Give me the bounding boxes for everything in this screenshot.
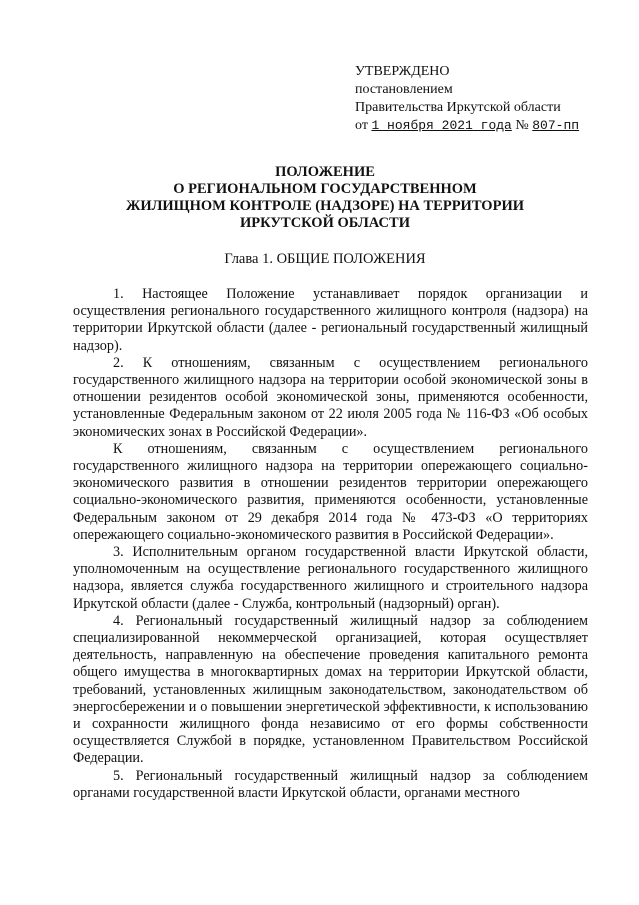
- approval-date-line: [355, 117, 625, 135]
- title-line-1: ПОЛОЖЕНИЕ: [275, 164, 375, 180]
- document-title: [90, 164, 560, 232]
- document-body: [73, 286, 588, 802]
- paragraph-4: 3. Исполнительным органом государственной власти Иркутской области, уполномоченным на осуществление регионального государственного жилищного надзора, является служба государственного жилищного и строительного надзора Иркутской области (далее - Служба, контрольный (надзорный) орган).: [73, 544, 588, 612]
- approval-line-2: постановлением: [355, 82, 453, 97]
- paragraph-3: К отношениям, связанным с осуществлением регионального государственного жилищного надзора на территории опережающего социально-экономического развития в отношении резидентов территории опережающего социально-экономического развития, применяются особенности, установленные Федеральным законом от 29 декабря 2014 года № 473-ФЗ «О территориях опережающего социально-экономического развития в Российской Федерации».: [73, 440, 588, 543]
- paragraph-5: 4. Региональный государственный жилищный надзор за соблюдением специализированной некоммерческой организацией, которая осуществляет деятельность, направленную на обеспечение проведения капитального ремонта общего имущества в многоквартирных домах на территории Иркутской области, требований, установленных жилищным законодательством, законодательством об энергосбережении и о повышении энергетической эффективности, к использованию и сохранности жилищного фонда независимо от его формы собственности осуществляется Службой в порядке, установленном Правительством Российской Федерации.: [73, 612, 588, 767]
- approval-date-prefix: от: [355, 118, 368, 133]
- approval-date-value: 1 ноября 2021 года: [371, 118, 512, 133]
- paragraph-1: 1. Настоящее Положение устанавливает порядок организации и осуществления регионального государственного жилищного контроля (надзора) на территории Иркутской области (далее - региональный государственный жилищный надзор).: [73, 286, 588, 354]
- approval-line-3: Правительства Иркутской области: [355, 100, 561, 115]
- paragraph-6: 5. Региональный государственный жилищный надзор за соблюдением органами государственной власти Иркутской области, органами местного: [73, 767, 588, 801]
- title-line-4: ИРКУТСКОЙ ОБЛАСТИ: [240, 215, 410, 231]
- paragraph-2: 2. К отношениям, связанным с осуществлением регионального государственного жилищного надзора на территории особой экономической зоны в отношении резидентов особой экономической зоны, применяются особенности, установленные Федеральным законом от 22 июля 2005 года № 116-ФЗ «Об особых экономических зонах в Российской Федерации».: [73, 354, 588, 440]
- title-line-2: О РЕГИОНАЛЬНОМ ГОСУДАРСТВЕННОМ: [173, 181, 477, 197]
- approval-stamp: [355, 63, 625, 135]
- title-line-3: ЖИЛИЩНОМ КОНТРОЛЕ (НАДЗОРЕ) НА ТЕРРИТОРИИ: [125, 198, 524, 214]
- approval-number-value: 807-пп: [532, 118, 580, 133]
- approval-number-sign: №: [515, 118, 529, 133]
- approval-heading: УТВЕРЖДЕНО: [355, 64, 450, 79]
- chapter-heading: Глава 1. ОБЩИЕ ПОЛОЖЕНИЯ: [224, 251, 426, 267]
